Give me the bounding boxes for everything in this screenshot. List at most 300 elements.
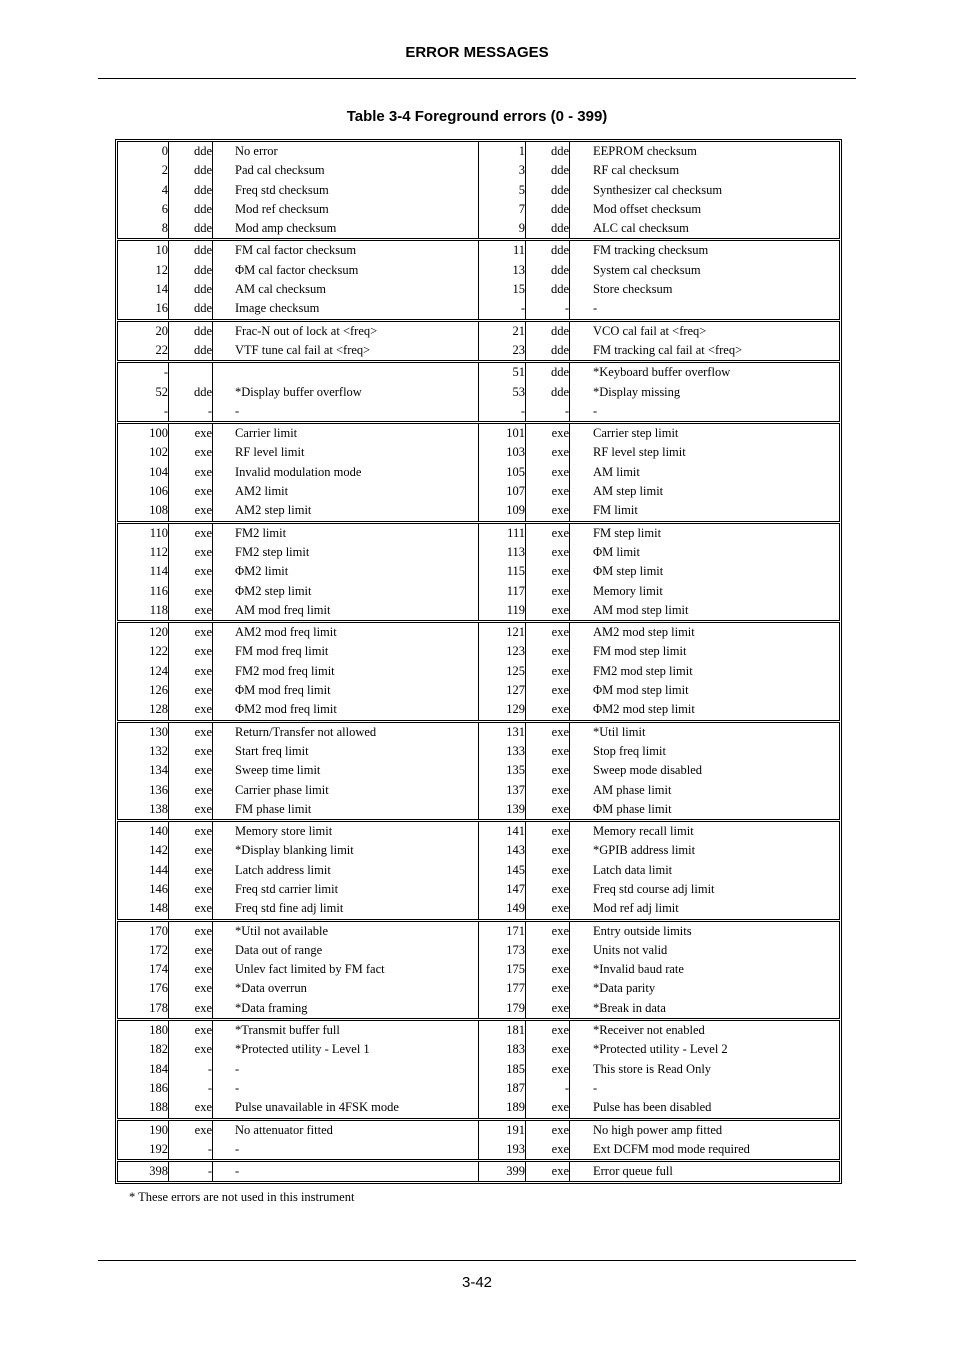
error-code: 133 — [506, 743, 525, 758]
error-description: Freq std checksum — [235, 182, 329, 197]
error-code: - — [163, 365, 168, 380]
error-description: - — [235, 1080, 240, 1095]
error-type: exe — [551, 602, 569, 617]
error-code: 125 — [506, 663, 525, 678]
error-code: 184 — [149, 1061, 168, 1076]
error-code: - — [163, 403, 168, 418]
error-type: exe — [551, 1061, 569, 1076]
error-description: Stop freq limit — [593, 743, 666, 758]
error-type: exe — [551, 702, 569, 717]
error-description: - — [235, 1061, 240, 1076]
error-description: *Data parity — [593, 981, 656, 996]
error-code: 191 — [506, 1122, 525, 1137]
error-code: 181 — [506, 1023, 525, 1038]
error-code: 3 — [518, 163, 525, 178]
error-code: 110 — [149, 525, 168, 540]
error-type: exe — [551, 583, 569, 598]
table-row — [118, 642, 839, 661]
error-description: RF level step limit — [593, 445, 686, 460]
error-type: exe — [194, 724, 212, 739]
error-description: - — [235, 1141, 240, 1156]
error-description: *Display missing — [593, 384, 681, 399]
error-type: dde — [550, 365, 569, 380]
error-group — [117, 1020, 840, 1118]
table-row — [118, 861, 839, 880]
error-description: Pulse unavailable in 4FSK mode — [235, 1100, 399, 1115]
error-code: 131 — [506, 724, 525, 739]
page-header-title: ERROR MESSAGES — [405, 44, 549, 61]
error-description: Ext DCFM mod mode required — [593, 1141, 750, 1156]
table-row — [118, 1040, 839, 1059]
error-description: ΦM limit — [593, 544, 640, 559]
error-code: 122 — [149, 644, 168, 659]
error-description: Freq std course adj limit — [593, 881, 715, 896]
error-type: - — [207, 403, 212, 418]
error-type: exe — [194, 1122, 212, 1137]
error-description: ALC cal checksum — [593, 221, 689, 236]
error-code: 178 — [149, 1000, 168, 1015]
error-code: 104 — [149, 464, 168, 479]
table-row — [118, 800, 839, 819]
error-description: Unlev fact limited by FM fact — [235, 962, 385, 977]
error-description: RF cal checksum — [593, 163, 680, 178]
error-type: - — [564, 403, 569, 418]
error-type: exe — [551, 503, 569, 518]
error-type: exe — [551, 843, 569, 858]
error-description: *Break in data — [593, 1000, 666, 1015]
error-type: exe — [194, 881, 212, 896]
error-code: 148 — [149, 901, 168, 916]
error-type: dde — [193, 282, 212, 297]
error-description: Mod ref adj limit — [593, 901, 679, 916]
error-code: 112 — [149, 544, 168, 559]
footer-rule — [98, 1260, 856, 1261]
error-description: - — [593, 1080, 598, 1095]
error-description: AM step limit — [593, 484, 664, 499]
error-code: 189 — [506, 1100, 525, 1115]
error-description: Pulse has been disabled — [593, 1100, 712, 1115]
error-type: dde — [550, 144, 569, 158]
table-row — [118, 1079, 839, 1098]
error-code: 120 — [149, 625, 168, 640]
error-code: 114 — [149, 564, 168, 579]
error-type: exe — [551, 1100, 569, 1115]
error-description: AM2 step limit — [235, 503, 312, 518]
error-type: exe — [551, 644, 569, 659]
error-description: Image checksum — [235, 301, 320, 316]
error-code: 105 — [506, 464, 525, 479]
error-code: 183 — [506, 1042, 525, 1057]
table-row — [118, 322, 839, 341]
error-type: exe — [551, 901, 569, 916]
error-type: exe — [194, 625, 212, 640]
error-description: Latch address limit — [235, 862, 331, 877]
error-description: Entry outside limits — [593, 923, 692, 938]
table-row — [118, 341, 839, 360]
error-type: exe — [194, 503, 212, 518]
error-code: 140 — [149, 824, 168, 839]
error-description: FM phase limit — [235, 801, 312, 816]
table-row — [118, 241, 839, 260]
error-code: 109 — [506, 503, 525, 518]
error-code: 123 — [506, 644, 525, 659]
error-type: dde — [550, 282, 569, 297]
error-description: Start freq limit — [235, 743, 309, 758]
error-code: 2 — [161, 163, 168, 178]
error-type: exe — [194, 962, 212, 977]
error-description: FM tracking cal fail at <freq> — [593, 342, 743, 357]
table-row — [118, 363, 839, 382]
error-description: ΦM phase limit — [593, 801, 672, 816]
table-row — [118, 402, 839, 421]
error-description: AM mod freq limit — [235, 602, 331, 617]
error-type: exe — [551, 564, 569, 579]
table-row — [118, 601, 839, 620]
error-description: FM cal factor checksum — [235, 243, 357, 258]
error-code: 10 — [155, 243, 168, 258]
error-type: exe — [194, 564, 212, 579]
error-type: exe — [194, 583, 212, 598]
error-description: FM2 step limit — [235, 544, 310, 559]
error-description: Store checksum — [593, 282, 673, 297]
error-type: exe — [194, 801, 212, 816]
table-row — [118, 979, 839, 998]
error-code: 23 — [512, 342, 525, 357]
error-type: exe — [551, 525, 569, 540]
error-description: *Util limit — [593, 724, 646, 739]
error-type: exe — [551, 801, 569, 816]
error-type: exe — [551, 625, 569, 640]
error-code: 172 — [149, 942, 168, 957]
error-type: dde — [193, 384, 212, 399]
error-type: exe — [551, 1042, 569, 1057]
table-row — [118, 841, 839, 860]
error-type: exe — [194, 1042, 212, 1057]
table-row — [118, 960, 839, 979]
table-row — [118, 822, 839, 841]
foreground-errors-table — [115, 139, 842, 1184]
error-code: 186 — [149, 1080, 168, 1095]
error-type: exe — [194, 763, 212, 778]
error-description: - — [235, 403, 240, 418]
error-code: 117 — [506, 583, 525, 598]
error-description: Mod amp checksum — [235, 221, 337, 236]
error-code: 139 — [506, 801, 525, 816]
error-code: 6 — [161, 201, 168, 216]
error-type: exe — [551, 724, 569, 739]
table-row — [118, 700, 839, 719]
table-row — [118, 299, 839, 318]
error-description: ΦM mod freq limit — [235, 683, 331, 698]
error-type: exe — [194, 1100, 212, 1115]
error-code: 149 — [506, 901, 525, 916]
error-description: Units not valid — [593, 942, 668, 957]
error-description: AM phase limit — [593, 782, 672, 797]
error-type: exe — [194, 644, 212, 659]
error-description: FM2 limit — [235, 525, 287, 540]
error-type: exe — [551, 782, 569, 797]
table-row — [118, 562, 839, 581]
error-code: 22 — [155, 342, 168, 357]
error-description: No high power amp fitted — [593, 1122, 723, 1137]
error-type: dde — [193, 342, 212, 357]
error-group — [117, 622, 840, 720]
error-description: *Util not available — [235, 923, 329, 938]
error-description: - — [593, 403, 598, 418]
error-description: RF level limit — [235, 445, 305, 460]
error-description: Sweep mode disabled — [593, 763, 703, 778]
table-row — [118, 181, 839, 200]
error-description: ΦM cal factor checksum — [235, 262, 359, 277]
error-code: 136 — [149, 782, 168, 797]
error-type: exe — [551, 962, 569, 977]
error-code: 176 — [149, 981, 168, 996]
error-description: FM tracking checksum — [593, 243, 709, 258]
table-row — [118, 941, 839, 960]
error-description: Carrier step limit — [593, 426, 679, 441]
error-code: 180 — [149, 1023, 168, 1038]
table-row — [118, 280, 839, 299]
table-row — [118, 681, 839, 700]
error-code: 121 — [506, 625, 525, 640]
error-type: exe — [194, 743, 212, 758]
table-row — [118, 761, 839, 780]
error-type: dde — [193, 201, 212, 216]
table-row — [118, 899, 839, 918]
error-code: 14 — [155, 282, 168, 297]
error-type: exe — [194, 544, 212, 559]
error-description: No error — [235, 144, 278, 158]
error-type: exe — [551, 881, 569, 896]
error-type: exe — [194, 426, 212, 441]
error-type: - — [207, 1080, 212, 1095]
error-code: 12 — [155, 262, 168, 277]
error-code: 119 — [506, 602, 525, 617]
error-type: dde — [550, 384, 569, 399]
error-type: dde — [193, 144, 212, 158]
error-description: AM2 mod step limit — [593, 625, 695, 640]
error-type: exe — [194, 901, 212, 916]
error-type: - — [207, 1141, 212, 1156]
error-code: 147 — [506, 881, 525, 896]
error-description: FM2 mod freq limit — [235, 663, 335, 678]
error-description: Carrier phase limit — [235, 782, 329, 797]
error-type: exe — [194, 445, 212, 460]
error-type: dde — [193, 323, 212, 338]
error-type: exe — [551, 824, 569, 839]
error-description: VCO cal fail at <freq> — [593, 323, 707, 338]
error-type: exe — [551, 426, 569, 441]
error-type: exe — [194, 942, 212, 957]
error-type: dde — [550, 221, 569, 236]
table-row — [118, 463, 839, 482]
error-code: 134 — [149, 763, 168, 778]
error-code: 126 — [149, 683, 168, 698]
table-caption: Table 3-4 Foreground errors (0 - 399) — [346, 108, 608, 125]
error-type: exe — [551, 981, 569, 996]
error-code: 145 — [506, 862, 525, 877]
error-group — [117, 423, 840, 521]
error-code: 101 — [506, 426, 525, 441]
table-row — [118, 623, 839, 642]
error-code: 179 — [506, 1000, 525, 1015]
error-code: 127 — [506, 683, 525, 698]
error-description: *Transmit buffer full — [235, 1023, 340, 1038]
table-row — [118, 543, 839, 562]
error-type: dde — [550, 243, 569, 258]
table-row — [118, 662, 839, 681]
error-description: Return/Transfer not allowed — [235, 724, 377, 739]
error-description: VTF tune cal fail at <freq> — [235, 342, 371, 357]
error-group — [117, 921, 840, 1019]
error-description: FM step limit — [593, 525, 662, 540]
error-code: 132 — [149, 743, 168, 758]
table-row — [118, 1121, 839, 1140]
table-row — [118, 501, 839, 520]
error-code: 399 — [506, 1164, 525, 1179]
error-type: dde — [193, 301, 212, 316]
error-type: dde — [550, 323, 569, 338]
error-description: ΦM2 limit — [235, 564, 289, 579]
error-description: - — [593, 301, 598, 316]
error-code: 146 — [149, 881, 168, 896]
error-code: 7 — [518, 201, 525, 216]
error-type — [168, 363, 212, 382]
error-type: exe — [551, 683, 569, 698]
error-code: 5 — [518, 182, 525, 197]
error-type: dde — [193, 262, 212, 277]
error-code: 106 — [149, 484, 168, 499]
table-row — [118, 383, 839, 402]
error-type: exe — [551, 1164, 569, 1179]
error-group — [117, 523, 840, 621]
error-type: exe — [194, 981, 212, 996]
page-number: 3-42 — [461, 1274, 493, 1291]
error-description: Mod ref checksum — [235, 201, 329, 216]
error-group — [117, 722, 840, 820]
error-code: 138 — [149, 801, 168, 816]
error-description: Invalid modulation mode — [235, 464, 362, 479]
table-row — [118, 582, 839, 601]
error-type: exe — [551, 763, 569, 778]
error-code: 118 — [149, 602, 168, 617]
error-code: 129 — [506, 702, 525, 717]
error-code: 190 — [149, 1122, 168, 1137]
error-code: 1 — [518, 144, 525, 158]
error-code: 8 — [161, 221, 168, 236]
error-type: dde — [550, 262, 569, 277]
error-description: Freq std fine adj limit — [235, 901, 344, 916]
error-description: *Protected utility - Level 1 — [235, 1042, 370, 1057]
error-type: dde — [550, 342, 569, 357]
table-row — [118, 880, 839, 899]
error-code: 100 — [149, 426, 168, 441]
error-code: 171 — [506, 923, 525, 938]
error-type: - — [207, 1061, 212, 1076]
error-type: dde — [193, 182, 212, 197]
error-code: 182 — [149, 1042, 168, 1057]
error-description: *GPIB address limit — [593, 843, 696, 858]
error-group — [117, 321, 840, 362]
error-type: exe — [194, 782, 212, 797]
error-code: 142 — [149, 843, 168, 858]
error-code: 141 — [506, 824, 525, 839]
error-type: exe — [551, 445, 569, 460]
error-description: *Data overrun — [235, 981, 307, 996]
error-code: 188 — [149, 1100, 168, 1115]
error-code: 135 — [506, 763, 525, 778]
header-rule — [98, 78, 856, 79]
error-code: 51 — [512, 365, 525, 380]
error-description: Sweep time limit — [235, 763, 321, 778]
error-description: AM mod step limit — [593, 602, 689, 617]
table-row — [118, 424, 839, 443]
error-type: exe — [551, 942, 569, 957]
error-code: 20 — [155, 323, 168, 338]
error-code: 4 — [161, 182, 168, 197]
error-code: 128 — [149, 702, 168, 717]
error-type: exe — [194, 1023, 212, 1038]
error-description: AM2 limit — [235, 484, 289, 499]
error-type: exe — [551, 464, 569, 479]
table-row — [118, 219, 839, 238]
error-code: 187 — [506, 1080, 525, 1095]
error-description: *Display blanking limit — [235, 843, 354, 858]
error-code: 111 — [507, 525, 525, 540]
error-code: 113 — [506, 544, 525, 559]
error-group — [117, 1120, 840, 1161]
error-type: exe — [551, 862, 569, 877]
error-group — [117, 821, 840, 919]
error-description: No attenuator fitted — [235, 1122, 333, 1137]
error-type: exe — [194, 923, 212, 938]
error-group — [117, 1161, 840, 1182]
error-type: dde — [550, 182, 569, 197]
error-description: EEPROM checksum — [593, 144, 697, 158]
table-row — [118, 922, 839, 941]
error-type: exe — [194, 663, 212, 678]
error-type: exe — [194, 484, 212, 499]
table-row — [118, 443, 839, 462]
error-description: FM limit — [593, 503, 638, 518]
error-type: exe — [194, 824, 212, 839]
table-row — [118, 524, 839, 543]
error-type: exe — [194, 602, 212, 617]
error-code: 9 — [518, 221, 525, 236]
error-type: exe — [194, 1000, 212, 1015]
error-description: Carrier limit — [235, 426, 298, 441]
error-type: exe — [551, 544, 569, 559]
table-row — [118, 482, 839, 501]
error-code: 124 — [149, 663, 168, 678]
error-description: FM2 mod step limit — [593, 663, 693, 678]
error-description: AM cal checksum — [235, 282, 326, 297]
error-description: Pad cal checksum — [235, 163, 325, 178]
error-description: Data out of range — [235, 942, 323, 957]
error-type: exe — [194, 683, 212, 698]
error-code: - — [520, 301, 525, 316]
error-code: 15 — [512, 282, 525, 297]
error-type: dde — [550, 201, 569, 216]
error-code: 16 — [155, 301, 168, 316]
error-description: *Receiver not enabled — [593, 1023, 705, 1038]
error-code: 144 — [149, 862, 168, 877]
table-row — [118, 723, 839, 742]
error-description: This store is Read Only — [593, 1061, 712, 1076]
error-description: ΦM step limit — [593, 564, 664, 579]
error-code: 21 — [512, 323, 525, 338]
error-code: 13 — [512, 262, 525, 277]
